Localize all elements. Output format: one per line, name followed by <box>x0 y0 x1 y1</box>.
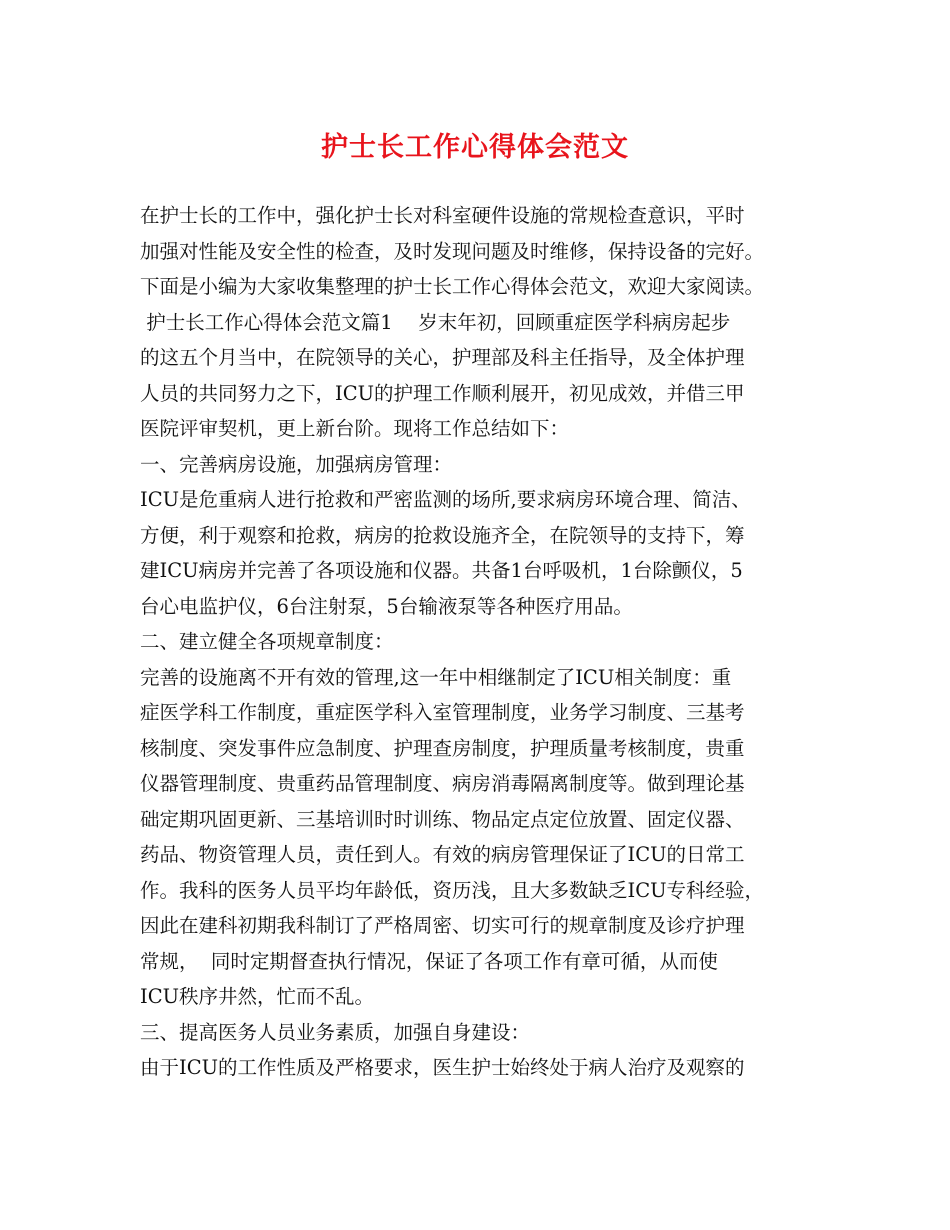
body-line: 加强对性能及安全性的检查，及时发现问题及时维修，保持设备的完好。 <box>140 239 765 263</box>
body-line: 完善的设施离不开有效的管理,这一年中相继制定了ICU相关制度：重 <box>140 665 732 689</box>
document-title: 护士长工作心得体会范文 <box>321 132 629 163</box>
body-line: 核制度、突发事件应急制度、护理查房制度，护理质量考核制度，贵重 <box>140 736 745 760</box>
body-line: 由于ICU的工作性质及严格要求，医生护士始终处于病人治疗及观察的 <box>140 1056 745 1079</box>
body-line: 医院评审契机，更上新台阶。现将工作总结如下： <box>140 417 570 440</box>
body-line: 台心电监护仪，6台注射泵，5台输液泵等各种医疗用品。 <box>140 594 633 618</box>
body-line: 因此在建科初期我科制订了严格周密、切实可行的规章制度及诊疗护理 <box>140 914 745 937</box>
body-line: 方便，利于观察和抢救，病房的抢救设施齐全，在院领导的支持下，筹 <box>140 523 745 547</box>
body-line: 下面是小编为大家收集整理的护士长工作心得体会范文，欢迎大家阅读。 <box>140 275 765 298</box>
body-line: 的这五个月当中，在院领导的关心，护理部及科主任指导，及全体护理 <box>140 346 745 369</box>
section-heading: 一、完善病房设施，加强病房管理： <box>140 452 453 476</box>
body-line: 护士长工作心得体会范文篇1 岁末年初，回顾重症医学科病房起步 <box>140 310 731 334</box>
body-line: ICU是危重病人进行抢救和严密监测的场所,要求病房环境合理、简洁、 <box>140 488 751 511</box>
body-line: ICU秩序井然，忙而不乱。 <box>140 985 375 1008</box>
section-heading: 二、建立健全各项规章制度： <box>140 630 394 653</box>
body-line: 症医学科工作制度，重症医学科入室管理制度，业务学习制度、三基考 <box>140 701 745 724</box>
body-line: 作。我科的医务人员平均年龄低，资历浅，且大多数缺乏ICU专科经验， <box>140 878 765 902</box>
body-line: 常规， 同时定期督查执行情况，保证了各项工作有章可循，从而使 <box>140 949 718 973</box>
section-heading: 三、提高医务人员业务素质，加强自身建设： <box>140 1020 531 1044</box>
body-line: 药品、物资管理人员，责任到人。有效的病房管理保证了ICU的日常工 <box>140 843 745 866</box>
body-line: 建ICU病房并完善了各项设施和仪器。共备1台呼吸机，1台除颤仪，5 <box>140 559 743 582</box>
body-line: 人员的共同努力之下，ICU的护理工作顺利展开，初见成效，并借三甲 <box>140 381 745 405</box>
body-line: 仪器管理制度、贵重药品管理制度、病房消毒隔离制度等。做到理论基 <box>140 772 745 795</box>
document-body <box>140 198 830 1086</box>
body-line: 在护士长的工作中，强化护士长对科室硬件设施的常规检查意识，平时 <box>140 204 745 227</box>
body-line: 础定期巩固更新、三基培训时时训练、物品定点定位放置、固定仪器、 <box>140 807 745 831</box>
